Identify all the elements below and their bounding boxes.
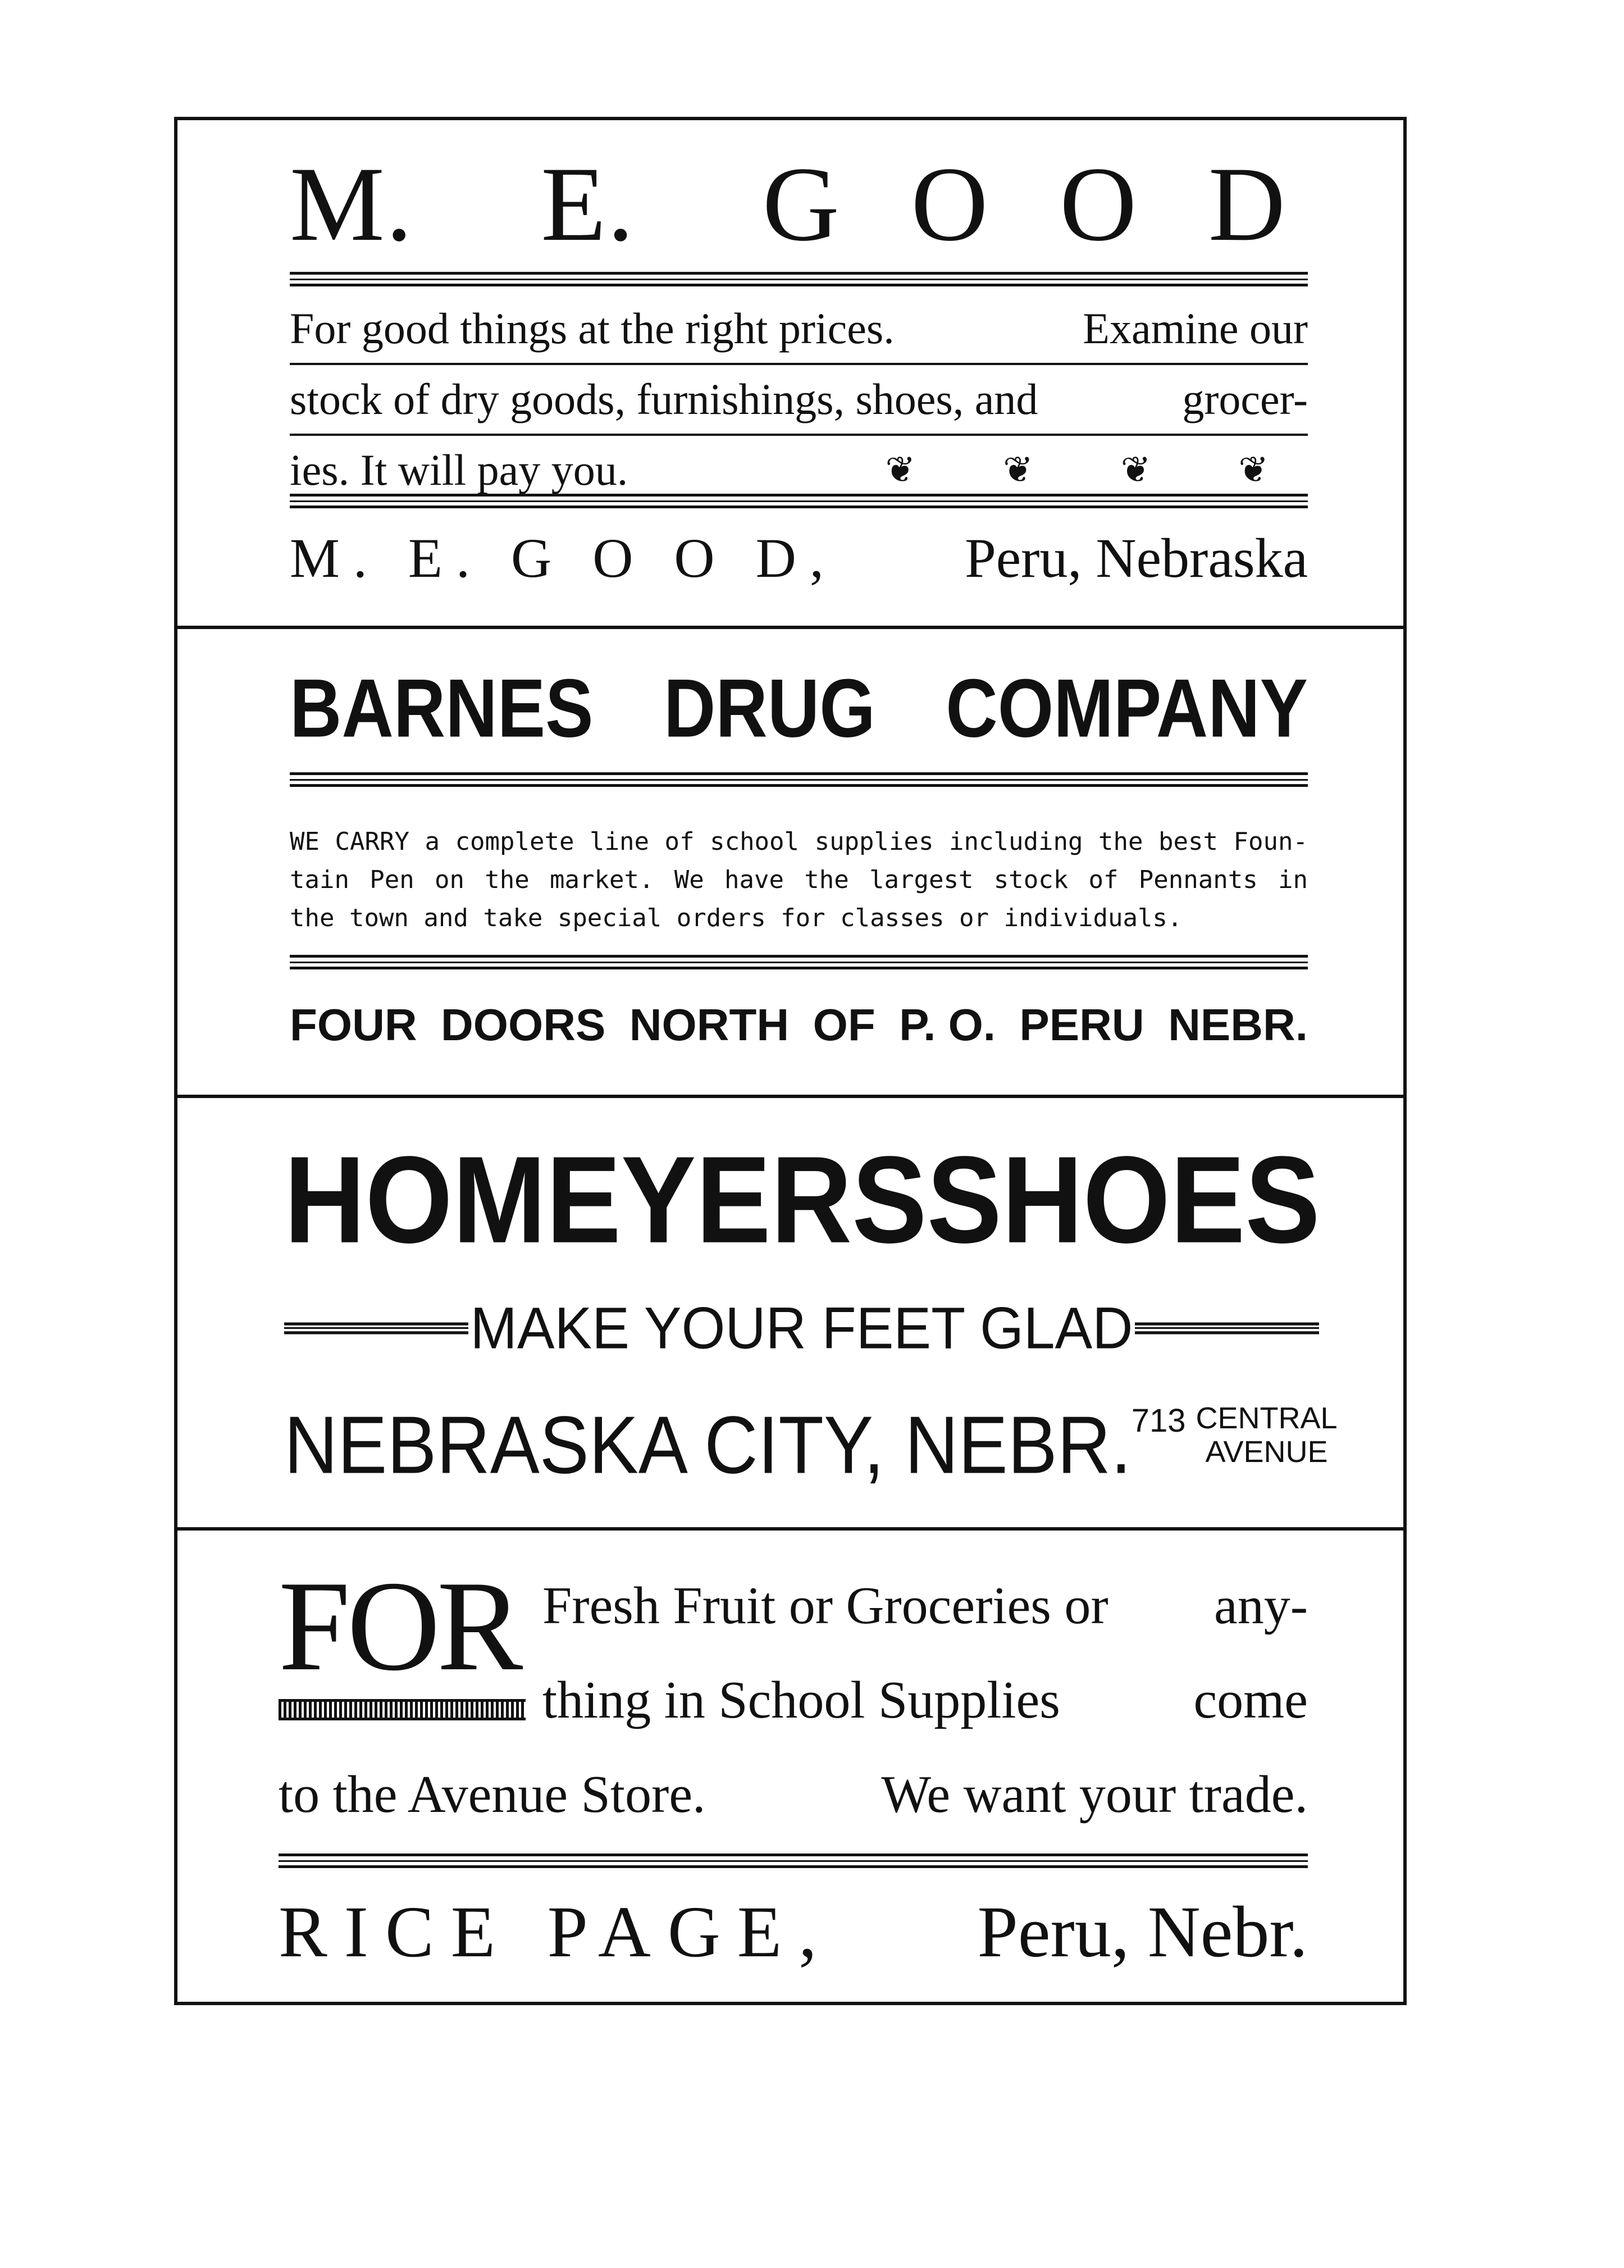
homeyers-tagline [284,1287,1319,1370]
good-body-text: grocer- [1182,375,1308,423]
barnes-footer-word: PERU [1019,1000,1144,1050]
rice-footer-name: RICE PAGE, [279,1892,834,1973]
tagline-rule-right [1135,1323,1319,1335]
divider-rule [290,955,1308,969]
good-body-text: For good things at the right prices. [290,304,895,353]
good-body-line [290,365,1308,436]
rice-footer-place: Peru, Nebr. [977,1892,1308,1973]
rice-body-line [279,1747,1308,1842]
rice-body-text: thing in School Supplies [542,1671,1060,1729]
barnes-footer-word: DOORS [441,1000,606,1050]
barnes-title-word: COMPANY [946,662,1308,755]
divider-rule [290,494,1308,508]
tagline-rule-left [284,1323,468,1335]
homeyers-title-word: SHOES [927,1131,1320,1269]
good-body-text: ies. It will pay you. [290,445,628,494]
rice-body-line [542,1653,1308,1747]
street-line: CENTRAL [1196,1401,1338,1435]
homeyers-city: NEBRASKA CITY, NEBR. [284,1399,1132,1491]
rice-body-text: any- [1214,1577,1308,1635]
barnes-title-word: DRUG [663,662,875,755]
good-footer-place: Peru, Nebraska [965,527,1308,589]
barnes-body-line: tain Pen on the market. We have the largest stock of Pennants in [290,866,1308,894]
divider-rule [290,272,1308,286]
good-body-line [290,294,1308,365]
good-body-text: Examine our [1083,304,1308,353]
rice-body [279,1554,1308,1842]
rice-footer [279,1884,1308,1980]
rice-body-line [542,1559,1308,1653]
barnes-title [290,657,1308,760]
rice-body-text: Fresh Fruit or Groceries or [542,1577,1108,1635]
good-body-text: stock of dry goods, furnishings, shoes, and [290,375,1038,423]
barnes-footer-word: NEBR. [1168,1000,1308,1050]
good-footer [290,519,1308,598]
tagline-text: MAKE YOUR FEET GLAD [470,1295,1133,1361]
good-body [290,294,1308,504]
fleuron-ornaments: ❦ ❦ ❦ ❦ [885,450,1308,490]
divider-rule [290,772,1308,787]
barnes-title-word: BARNES [290,662,594,755]
divider-rule [279,1853,1308,1868]
good-title-word: M. [290,145,414,263]
good-title-word: E. [541,145,635,263]
barnes-footer [290,991,1308,1059]
homeyers-title [284,1126,1319,1274]
good-title [290,143,1308,266]
homeyers-title-word: HOMEYERS [284,1131,927,1269]
good-title-word: G O O D [762,145,1308,263]
street-number: 713 [1131,1402,1186,1439]
barnes-body-line: WE CARRY a complete line of school supplies including the best Foun- [290,827,1308,856]
ad-barnes-drug [177,626,1403,1095]
rice-body-text: to the Avenue Store. [279,1765,706,1824]
rice-body-text: We want your trade. [881,1765,1308,1824]
street-name [1196,1401,1338,1469]
ad-rice-page [177,1527,1403,2002]
ad-homeyers-shoes [177,1095,1403,1527]
barnes-body-line: the town and take special orders for classes or individuals. [290,904,1183,932]
barnes-footer-word: NORTH [629,1000,790,1050]
homeyers-address [284,1396,1338,1491]
barnes-body [290,823,1308,937]
barnes-footer-word: FOUR [290,1000,417,1050]
street-line: AVENUE [1205,1435,1328,1469]
ad-m-e-good [177,120,1403,626]
page-frame [174,117,1407,2005]
rice-for-word: FOR [279,1554,520,1697]
good-footer-name: M. E. G O O D, [290,527,837,589]
barnes-footer-word: OF [813,1000,875,1050]
homeyers-street [1132,1401,1338,1469]
barnes-footer-word: P. O. [899,1000,996,1050]
rice-body-text: come [1193,1671,1308,1729]
